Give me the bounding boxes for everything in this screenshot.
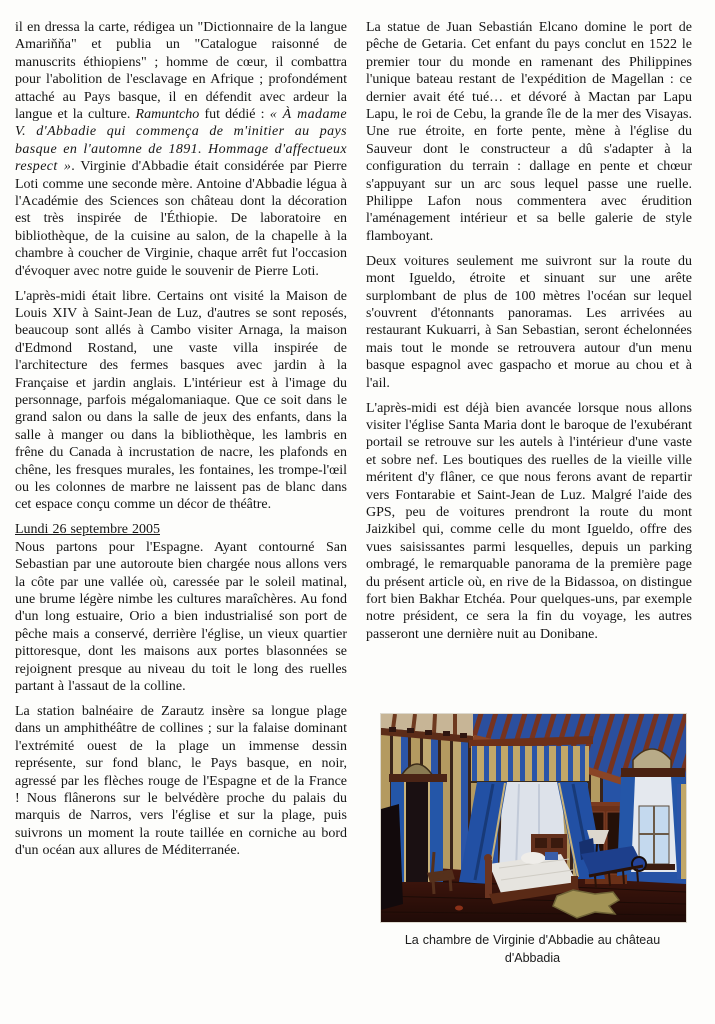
paragraph-abbadie xyxy=(15,19,347,280)
paragraph-igueldo: Deux voitures seulement me suivront sur la route du mont Igueldo, étroite et sinuant sur une arête surplombant de plus de 100 mètres l'océan sur lequel s'ouvrent d'étonnants panoramas. Les arrivées au restaurant Kukuarri, à San Sebastian, seront échelonnées mais tout le monde se retrouvera autour d'un menu basque espagnol avec gaspacho et morue au chou et à l'ail. xyxy=(366,253,692,391)
paragraph-text: il en dressa la carte, rédigea un "Dictionnaire de la langue Amariňňa" et publia un "Catalogue raisonné de manuscrits éthiopiens" ; homme de cœur, il combattra pour l'abolition de l'esclavage en Afrique ; profondément attaché au Pays basque, il en défendit avec ardeur la langue et la culture. xyxy=(15,20,347,123)
date-heading: Lundi 26 septembre 2005 xyxy=(15,522,160,538)
dedication-quote: « À madame V. d'Abbadie qui commença de m'initier au pays basque en l'automne de 1891. Hommage d'affectueux respect » xyxy=(15,107,347,175)
right-column xyxy=(366,19,692,967)
paragraph-apres-midi-libre: L'après-midi était libre. Certains ont visité la Maison de Louis XIV à Saint-Jean de Luz, d'autres se sont reposés, beaucoup sont allés à Cambo visiter Arnaga, la maison d'Edmond Rostand, une vaste villa inspirée de l'architecture des fermes basques avec jardin à la Française et jardin anglais. L'intérieur est à l'image du personnage, parfois mégalomaniaque. Que ce soit dans le grand salon ou dans la salle de jeux des enfants, dans la salle à manger ou dans la bibliothèque, les lambris en frêne du Canada à incrustation de nacre, les plafonds en chêne, les fresques murales, les fontaines, les trompe-l'œil ou les colonnes de marbre ne laissent pas de blanc dans cet espace conçu comme un décor de théâtre. xyxy=(15,288,347,513)
left-column xyxy=(15,19,347,867)
bedroom-illustration xyxy=(381,714,686,922)
bedroom-photo xyxy=(380,713,687,923)
paragraph-text: . Virginie d'Abbadie était considérée par Pierre Loti comme une seconde mère. Antoine d'Abbadie légua à l'Académie des Sciences son château dont la décoration est très inspirée de l'Éthiopie. De laboratoire en bibliothèque, de la cuisine au salon, de la chapelle à la chambre à coucher de Virginie, chaque arrêt fut l'occasion d'évoquer avec notre guide le souvenir de Pierre Loti. xyxy=(15,159,347,279)
book-title-ramuntcho: Ramuntcho xyxy=(135,107,200,123)
paragraph-zarautz: La station balnéaire de Zarautz insère sa longue plage dans un amphithéâtre de collines ; sur la falaise dominant l'extrémité ouest de la plage un immense dessin représente, sur fond blanc, le Pays basque, en noir, agressé par les flèches rouge de l'Espagne et de la France ! Nous flânerons sur le belvédère proche du palais du marquis de Narros, vers l'église et sur la plage, puis suivrons un moment la route taillée en corniche au bord d'un océan aux allures de Méditerranée. xyxy=(15,703,347,859)
floor-object xyxy=(455,906,463,911)
photo-caption: La chambre de Virginie d'Abbadie au château d'Abbadia xyxy=(404,933,661,965)
photo-figure xyxy=(366,713,692,967)
paragraph-text: fut dédié : xyxy=(199,107,270,123)
paragraph-getaria: La statue de Juan Sebastián Elcano domine le port de pêche de Getaria. Cet enfant du pays conclut en 1522 le premier tour du monde en ramenant des Philippines l'unique bateau restant de l'expédition de Magellan : ce dernier avait été tué… et dévoré à Mactan par Lapu Lapu, le roi de Cebu, la grande île de la mer des Visayas. Une rue étroite, en forte pente, mène à l'église du Sauveur dont le constructeur a dû s'adapter à la configuration du terrain : dallage en pente et chœur s'appuyant sur un arc sous lequel passe une ruelle. Philippe Lafon nous commentera avec érudition l'aménagement intérieur et sa belle galerie de style flamboyant. xyxy=(366,20,692,244)
paragraph-depart-espagne: Nous partons pour l'Espagne. Ayant contourné San Sebastian par une autoroute bien chargée nous allons vers la côte par une vallée où, caressée par le soleil matinal, une brume légère nimbe les cultures maraîchères. Au fond d'un long estuaire, Orio a bien industrialisé son port de pêche mais a conservé, derrière l'église, un vieux quartier pittoresque, dont les maisons aux portes blasonnées se rejoignent presque au niveau du toit le long des ruelles partant à l'assaut de la colline. xyxy=(15,539,347,695)
canopy-bed xyxy=(459,736,605,904)
paragraph-santa-maria: L'après-midi est déjà bien avancée lorsque nous allons visiter l'église Santa Maria dont le baroque de l'exubérant portail se retrouve sur les autels à l'intérieur d'une vaste et sobre nef. Les boutiques des ruelles de la vieille ville méritent d'y flâner, ce que nous ferons avant de repartir vers Fontarabie et Saint-Jean de Luz. Malgré l'aide des GPS, peu de voitures prendront la route du mont Jaizkibel qui, comme celle du mont Igueldo, offre des vues saisissantes parmi lesquelles, depuis un parking ombragé, le remarquable panorama de la première page du présent article où, en rive de la Bidassoa, on distingue fort bien Bakhar Etchéa. Pour quelques-uns, par exemple notre président, ce sera la fin du voyage, les autres passeront une dernière nuit au Donibane. xyxy=(366,400,692,642)
